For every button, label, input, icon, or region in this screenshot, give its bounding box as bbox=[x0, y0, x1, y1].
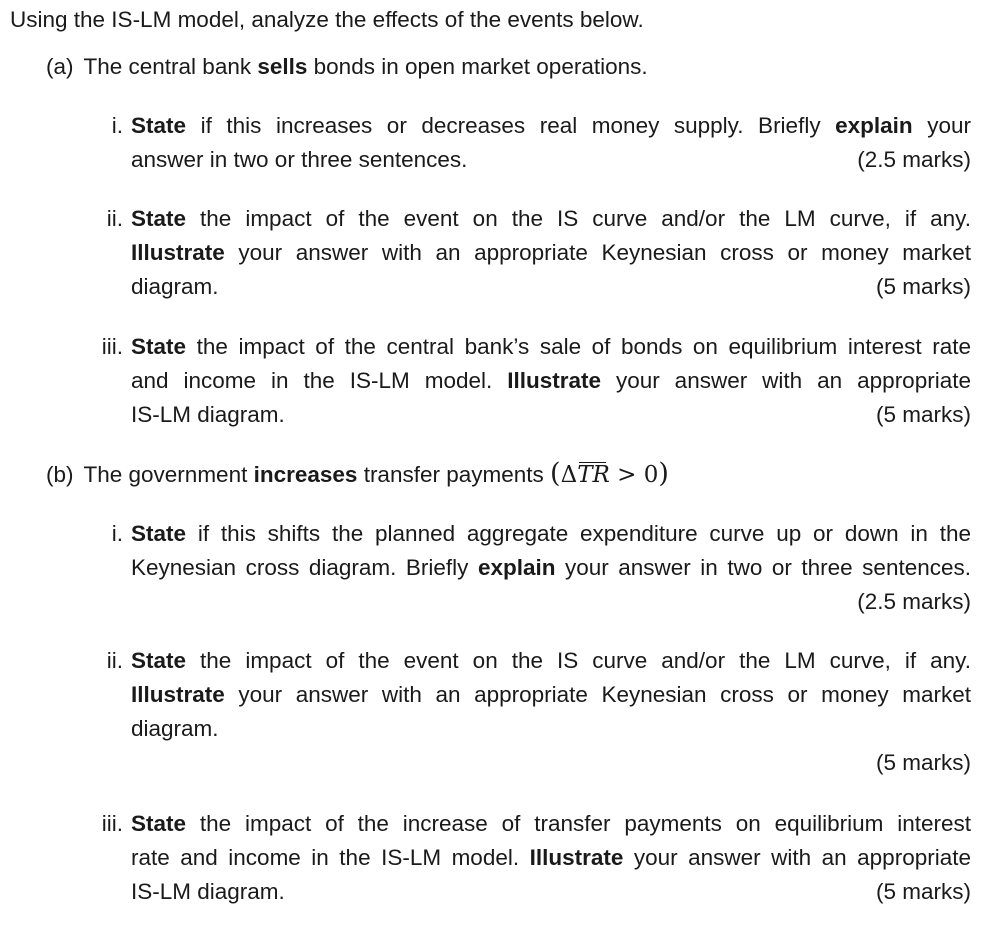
item-text: the impact of the event on the IS curve and/or the LM curve, if any. bbox=[186, 206, 971, 231]
item-text: your answer with an appropriate bbox=[623, 845, 971, 870]
item-numeral: i. bbox=[111, 113, 123, 138]
item-text: if this shifts the planned aggregate expenditure curve up or down in the bbox=[186, 521, 971, 546]
item-text: IS-LM diagram. bbox=[131, 879, 285, 904]
item-line-1 bbox=[131, 644, 971, 678]
item-text: the impact of the increase of transfer payments on equilibrium interest bbox=[186, 811, 971, 836]
item-line-3 bbox=[131, 398, 971, 432]
item-line-2 bbox=[131, 841, 971, 875]
part-b-text-post: transfer payments bbox=[357, 462, 551, 487]
marks-label: (2.5 marks) bbox=[857, 589, 971, 614]
item-text: rate and income in the IS-LM model. bbox=[131, 845, 530, 870]
keyword-state: State bbox=[131, 521, 187, 546]
part-a-item-i bbox=[111, 109, 971, 177]
part-a-item-iii bbox=[101, 330, 971, 432]
item-text: diagram. bbox=[131, 274, 219, 299]
item-line-1 bbox=[131, 807, 971, 841]
item-line-2 bbox=[131, 236, 971, 270]
keyword-state: State bbox=[131, 334, 187, 359]
keyword-explain: explain bbox=[835, 113, 913, 138]
part-a-text-pre: The central bank bbox=[83, 54, 258, 79]
marks-label: (5 marks) bbox=[876, 750, 971, 775]
marks-label: (5 marks) bbox=[876, 402, 971, 427]
keyword-state: State bbox=[131, 648, 187, 673]
item-line-1 bbox=[131, 202, 971, 236]
item-text: if this increases or decreases real money supply. Briefly bbox=[186, 113, 836, 138]
item-text: your answer with an appropriate bbox=[600, 368, 971, 393]
part-b-item-ii bbox=[106, 644, 971, 780]
item-text: your answer with an appropriate Keynesian cross or money market bbox=[224, 682, 971, 707]
item-line-3 bbox=[131, 270, 971, 304]
part-a-item-ii bbox=[106, 202, 971, 304]
item-line-2 bbox=[131, 364, 971, 398]
item-numeral: iii. bbox=[101, 334, 123, 359]
marks-label: (5 marks) bbox=[876, 274, 971, 299]
part-a-text-bold: sells bbox=[257, 54, 308, 79]
item-line-2 bbox=[131, 143, 971, 177]
item-line-1 bbox=[131, 330, 971, 364]
item-text: your answer in two or three sentences. bbox=[555, 555, 971, 580]
item-line-3: diagram. bbox=[131, 716, 219, 741]
part-b-text-bold: increases bbox=[253, 462, 358, 487]
item-numeral: iii. bbox=[101, 811, 123, 836]
keyword-explain: explain bbox=[477, 555, 556, 580]
item-numeral: ii. bbox=[106, 648, 123, 673]
keyword-state: State bbox=[131, 206, 187, 231]
transfer-payments-formula: (ΔTR > 0) bbox=[550, 462, 669, 488]
item-text: your answer with an appropriate Keynesian cross or money market bbox=[224, 240, 971, 265]
marks-label: (2.5 marks) bbox=[857, 147, 971, 172]
part-b-label: (b) bbox=[46, 462, 74, 487]
keyword-illustrate: Illustrate bbox=[507, 368, 601, 393]
item-text: Keynesian cross diagram. Briefly bbox=[131, 555, 478, 580]
keyword-state: State bbox=[131, 811, 187, 836]
marks-label: (5 marks) bbox=[876, 879, 971, 904]
item-text: and income in the IS-LM model. bbox=[131, 368, 508, 393]
item-numeral: ii. bbox=[106, 206, 123, 231]
item-text: the impact of the event on the IS curve and/or the LM curve, if any. bbox=[186, 648, 971, 673]
item-line-1 bbox=[131, 109, 971, 143]
item-numeral: i. bbox=[111, 521, 123, 546]
keyword-illustrate: Illustrate bbox=[131, 682, 225, 707]
item-line-2 bbox=[131, 678, 971, 712]
item-line-3 bbox=[131, 875, 971, 909]
item-text: your bbox=[912, 113, 971, 138]
part-a-heading bbox=[46, 50, 648, 84]
keyword-illustrate: Illustrate bbox=[529, 845, 624, 870]
part-b-item-iii bbox=[101, 807, 971, 909]
keyword-illustrate: Illustrate bbox=[131, 240, 225, 265]
item-text: IS-LM diagram. bbox=[131, 402, 285, 427]
item-line-1 bbox=[131, 517, 971, 551]
part-a-label: (a) bbox=[46, 54, 74, 79]
item-text: answer in two or three sentences. bbox=[131, 147, 468, 172]
item-line-2 bbox=[131, 551, 971, 585]
part-b-item-i bbox=[111, 517, 971, 619]
part-b-text-pre: The government bbox=[83, 462, 254, 487]
intro-text: Using the IS-LM model, analyze the effects of the events below. bbox=[10, 7, 644, 32]
item-text: the impact of the central bank’s sale of bonds on equilibrium interest rate bbox=[186, 334, 971, 359]
keyword-state: State bbox=[131, 113, 187, 138]
part-a-text-post: bonds in open market operations. bbox=[307, 54, 648, 79]
part-b-heading bbox=[46, 457, 669, 492]
